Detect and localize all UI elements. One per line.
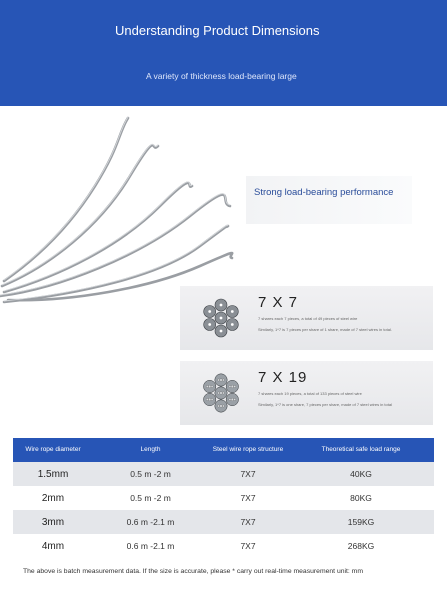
cell-load: 80KG [350, 493, 372, 503]
column-header-structure: Steel wire rope structure [212, 446, 284, 453]
cell-length: 0.6 m -2.1 m [126, 517, 175, 527]
cell-structure: 7X7 [240, 493, 256, 503]
caption-panel [246, 176, 412, 224]
hero-section [0, 106, 447, 306]
column-header-load: Theoretical safe load range [321, 446, 401, 453]
strand-cross-section-7x7-icon [200, 297, 242, 339]
card-description-secondary: Similarly, 1*7 is one share, 7 pieces per share, made of 7 steel wires in total [258, 402, 392, 407]
cell-structure: 7X7 [240, 541, 256, 551]
card-title: 7 X 19 [258, 369, 308, 386]
table-header-row [13, 438, 434, 462]
page-title: Understanding Product Dimensions [115, 23, 320, 38]
cell-structure: 7X7 [240, 469, 256, 479]
cell-diameter: 2mm [41, 492, 65, 504]
hero-caption: Strong load-bearing performance [254, 187, 394, 198]
page-subtitle: A variety of thickness load-bearing large [146, 71, 297, 81]
table-row [13, 534, 434, 558]
cell-diameter: 1.5mm [37, 468, 69, 480]
table-row [13, 486, 434, 510]
card-description: 7 shares each 7 pieces, a total of 49 pieces of steel wire [258, 316, 358, 321]
cell-diameter: 4mm [41, 540, 65, 552]
construction-card-7x19 [180, 361, 433, 425]
cell-length: 0.6 m -2.1 m [126, 541, 175, 551]
footnote: The above is batch measurement data. If the size is accurate, please * carry out real-time measurement unit: mm [23, 568, 363, 575]
card-description: 7 shares each 19 pieces, a total of 133 pieces of steel wire [258, 391, 362, 396]
cell-structure: 7X7 [240, 517, 256, 527]
column-header-diameter: Wire rope diameter [25, 446, 81, 453]
header-banner [0, 0, 447, 106]
cell-length: 0.5 m -2 m [130, 469, 171, 479]
construction-card-7x7 [180, 286, 433, 350]
table-row [13, 510, 434, 534]
cell-load: 40KG [350, 469, 372, 479]
card-description-secondary: Similarly, 1*7 is 7 pieces per share of 1 share, made of 7 steel wires in total. [258, 327, 392, 332]
cell-diameter: 3mm [41, 516, 65, 528]
cell-load: 268KG [347, 541, 375, 551]
table-row [13, 462, 434, 486]
cell-load: 159KG [347, 517, 375, 527]
card-title: 7 X 7 [258, 294, 299, 311]
specification-table [13, 438, 434, 558]
cell-length: 0.5 m -2 m [130, 493, 171, 503]
column-header-length: Length [140, 446, 161, 453]
strand-cross-section-7x19-icon [200, 372, 242, 414]
